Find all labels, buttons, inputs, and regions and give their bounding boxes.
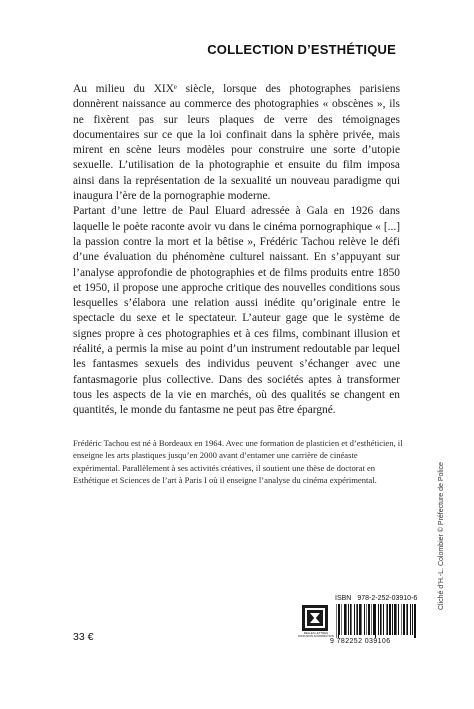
author-bio-text: Frédéric Tachou est né à Bordeaux en 1964. Avec une formation de plasticien et d’esthéticien, il enseigne les arts plastiques jusqu’en 2000 avant d’entamer une carrière de cinéaste expérimental. Parallèlement à ses activités créatives, il soutient une thèse de doctorat en Esthétique et Sciences de l’art à Paris I où il enseigne l’analyse du cinéma expérimental.	[73, 438, 403, 485]
blurb-paragraph-1: Au milieu du XIXᵉ siècle, lorsque des photographes parisiens donnèrent naissance au commerce des photographies « obscènes », ils ne fixèrent pas sur leurs plaques de verre des témoignages documentaires sur ce que la loi confinait dans la sphère privée, mais mirent en scène leurs modèles pour construire une sorte d’utopie sexuelle. L’utilisation de la photographie et ensuite du film imposa ainsi dans la représentation de la sexualité un nouveau paradigme qui inaugura l’ère de la pornographie moderne.	[73, 83, 400, 203]
photo-credit-container	[436, 300, 450, 610]
publisher-logo-text: BELLES LETTRES DIFFUSION DISTRIBUTION	[298, 631, 334, 639]
price: 33 €	[73, 631, 94, 643]
photo-credit: Cliché d’H.-L. Colombier © Préfecture de Police	[438, 462, 445, 610]
cover-blurb	[73, 82, 400, 419]
barcode-digits: 9 782252 039106	[330, 638, 391, 645]
isbn-value: 978-2-252-03910-6	[357, 595, 418, 602]
publisher-logo-icon	[300, 604, 330, 648]
barcode	[336, 604, 416, 638]
author-bio	[73, 437, 405, 486]
isbn-label: ISBN	[335, 595, 352, 602]
blurb-paragraph-2: Partant d’une lettre de Paul Eluard adressée à Gala en 1926 dans laquelle le poète raconte avoir vu dans le cinéma pornographique « [...] la passion contre la mort et la bêtise », Frédéric Tachou relève le défi d’une évaluation du phénomène culturel naissant. En s’appuyant sur l’analyse approfondie de photographies et de films produits entre 1850 et 1950, il propose une approche critique des nouvelles conditions sous lesquelles s’élabora une relation aussi inédite qu’originale entre le spectacle du sexe et le spectateur. L’auteur gage que le système de signes propre à ces photographies et à ces films, combinant illusion et réalité, a permis la mise au point d’un instrument redoutable par lequel les fantasmes sexuels des individus peuvent s’échanger avec une fantasmagorie plus collective. Dans des sociétés aptes à transformer tous les aspects de la vie en marchés, où des qualités se changent en quantités, le monde du fantasme ne peut pas être épargné.	[73, 205, 400, 417]
isbn	[335, 595, 417, 602]
collection-title: COLLECTION D’ESTHÉTIQUE	[207, 42, 396, 57]
